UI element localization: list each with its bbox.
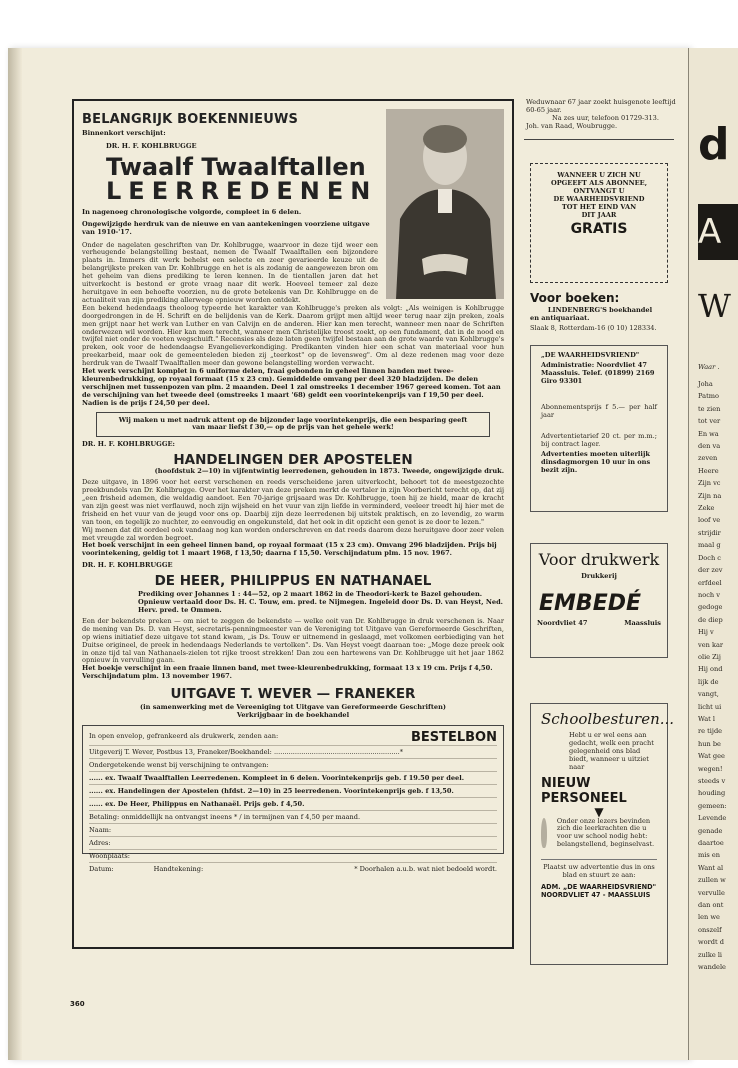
main-heading: BELANGRIJK BOEKENNIEUWS (82, 112, 299, 127)
book-advertisement (72, 99, 514, 949)
section-handelingen-title: HANDELINGEN DER APOSTELEN (173, 452, 413, 469)
drukwerk-address-row (537, 620, 661, 628)
drukwerk-sub: Drukkerij (581, 572, 617, 580)
arrow-down-icon: ▼ (594, 804, 604, 819)
next-page-line: daartoe (698, 839, 724, 848)
next-page-line: Hij ond (698, 665, 723, 674)
next-page-line: Zijn na (698, 491, 722, 500)
waarheidsvriend-deadline: Advertenties moeten uiterlijk dinsdagmorgen 10 uur in ons bezit zijn. (541, 450, 651, 475)
next-page-line: strijdir (698, 528, 721, 537)
personal-ad-line2: Na zes uur, telefoon 01729-313. (552, 113, 659, 122)
next-page-line: wordt d (698, 938, 724, 947)
books-address: Slaak 8, Rotterdam-16 (0 10) 128334. (530, 324, 657, 332)
next-page-line: vangt, (698, 690, 719, 699)
next-page-line: gemeen: (698, 801, 727, 810)
hand-icon (541, 818, 547, 848)
next-page-line: Wat gee (698, 752, 725, 761)
order-footnote: * Doorhalen a.u.b. wat niet bedoeld wordt. (354, 864, 497, 873)
publisher-title: UITGAVE T. WEVER — FRANEKER (170, 686, 416, 703)
next-page-line: dan ont (698, 901, 724, 910)
next-page-line: wandele (698, 963, 726, 972)
next-page-line: loof ve (698, 516, 721, 525)
next-page-line: Wat l (698, 714, 715, 723)
subscription-gratis: GRATIS (570, 221, 628, 238)
order-bottom-row (89, 863, 497, 875)
next-page-line: Zeke (698, 504, 715, 513)
order-name-field[interactable]: Naam: (89, 824, 497, 837)
publisher-subtitle-2: Verkrijgbaar in de boekhandel (236, 711, 350, 720)
next-page-line: wegen! (698, 764, 723, 773)
next-page-line: erfdeel (698, 578, 722, 587)
books-antiquarian: en antiquariaat. (530, 314, 590, 322)
next-page-line: lijk de (698, 677, 719, 686)
next-page-line: mis en (698, 851, 720, 860)
order-date-field[interactable]: Datum: (89, 864, 114, 873)
next-page-line: den va (698, 442, 721, 451)
handelingen-paragraph-2: Wij menen dat dit oordeel ook vandaag nog kan worden onderschreven en dat reeds daarom deze heruitgave door zeer velen met vreugde zal worden begroet. (82, 525, 504, 542)
next-page-line: re tijde (698, 727, 723, 736)
next-page-line: der zev (698, 566, 723, 575)
waarheidsvriend-price: Abonnementsprijs f 5.— per half jaar (541, 402, 657, 419)
next-page-big-w: W (698, 287, 731, 325)
next-page-line: steeds v (698, 777, 726, 785)
author-label-2: DR. H. F. KOHLBRUGGE: (82, 440, 175, 449)
books-shop: LINDENBERG'S boekhandel (547, 306, 653, 314)
section-philippus-title: DE HEER, PHILIPPUS EN NATHANAEL (154, 573, 432, 590)
subscription-line: DIT JAAR (581, 210, 617, 219)
book-title-line1: Twaalf Twaalftallen (106, 152, 366, 181)
waarheidsvriend-admin: Administratie: Noordvliet 47 Maassluis. Telef. (01899) 2169 Giro 93301 (541, 360, 655, 385)
next-page-line: licht ui (698, 702, 722, 711)
schoolbesturen-text: Hebt u er wel eens aan gedacht, welk een pracht gelegenheid ons blad biedt, wanneer u uitziet naar (569, 731, 654, 771)
portrait-kohlbrugge (386, 109, 504, 299)
order-city-field[interactable]: Woonplaats: (89, 850, 497, 863)
subscription-line: WANNEER U ZICH NU (557, 171, 641, 179)
soon-label: Binnenkort verschijnt: (82, 129, 166, 137)
subscription-line: OPGEEFT ALS ABONNEE, (550, 178, 648, 187)
drukwerk-address: Noordvliet 47 (537, 618, 588, 627)
next-page-line: te zien (698, 404, 721, 413)
binding-shadow (8, 48, 22, 1060)
next-page-line: Heere (698, 466, 719, 475)
order-payment-line[interactable]: Betaling: onmiddellijk na ontvangst ineens * / in termijnen van f 4,50 per maand. (89, 811, 497, 824)
subscription-line: TOT HET EIND VAN (561, 202, 637, 211)
next-page-line: houding (698, 789, 726, 798)
drukwerk-box (530, 543, 668, 658)
subscription-line: ONTVANGT U (573, 186, 625, 195)
next-page-line: Joha (698, 380, 713, 388)
next-page-black-block: A (698, 204, 738, 260)
next-page-line: maal g (698, 541, 721, 550)
author-label-3: DR. H. F. KOHLBRUGGE (82, 561, 173, 570)
next-page-line: noch v (698, 590, 720, 599)
next-page-line: Zijn vc (698, 479, 721, 488)
philippus-paragraph-2: Het boekje verschijnt in een fraaie linnen band, met twee-kleurenbedrukking, formaat 13 x 19 cm. Prijs f 4,50. Verschijndatum plm. 13 november 1967. (82, 664, 493, 681)
personal-ad (524, 99, 682, 131)
subscription-box (530, 163, 668, 283)
philippus-paragraph-1: Een der bekendste preken — om niet te zeggen de bekendste — welke ooit van Dr. Kohlbrugge in druk verschenen is. Naar de mening van Ds. D. van Heyst, secretaris-penningmeester van de Vereniging tot Uitgave van Gereformeerde Geschriften, op wiens initiatief deze uitgave tot stand kwam, „is Ds. Touw er uitnemend in geslaagd, met volkomen eerbiediging van het Duitse origineel, de preek in hedendaags Nederlands te vertolken". Ds. Van Heyst voegt daaraan toe: „Moge deze preek ook in onze tijd tal van Nathanaels-zielen tot rijke troost strekken! Dan zou een hartewens van Dr. Kohlbrugge uit het jaar 1862 opnieuw in vervulling gaan. (82, 616, 504, 665)
portrait-illustration (386, 109, 504, 299)
next-page-line: Hij v (698, 628, 714, 637)
next-page-line: Levende (698, 814, 727, 823)
schoolbesturen-box (530, 703, 675, 965)
drukwerk-title: Voor drukwerk (538, 550, 660, 569)
next-page-line: ven kar (698, 640, 724, 649)
next-page-waar: Waar . (698, 363, 720, 371)
waarheidsvriend-title: „DE WAARHEIDSVRIEND" (541, 351, 640, 359)
right-column (524, 99, 682, 969)
schoolbesturen-headline: NIEUW PERSONEEL (541, 775, 627, 806)
schoolbesturen-footer: Plaatst uw advertentie dus in ons blad en stuurt ze aan: (543, 863, 655, 880)
next-page-line: zeven (698, 454, 718, 463)
next-page-line: tot ver (698, 417, 721, 426)
edition-paragraph: Het werk verschijnt komplet in 6 uniforme delen, fraai gebonden in geheel linnen banden met twee-kleurenbedrukking, op royaal formaat (15 x 23 cm). Gemiddelde omvang per deel 320 bladzijden. De delen verschijnen met tussenpozen van plm. 2 maanden. Deel 1 zal omstreeks 1 december 1967 gereed komen. Tot aan de verschijning van het tweede deel (omstreeks 1 maart '68) geldt een voorintekenprijs van f 19,50 per deel. Nadien is de prijs f 24,50 per deel. (82, 367, 501, 407)
schoolbesturen-text2: Onder onze lezers bevinden zich die leerkrachten die u voor uw school nodig hebt: belangstellend, beginselvast. (556, 816, 655, 849)
next-page-line: Doch c (698, 553, 721, 562)
waarheidsvriend-ad-rate: Advertentietarief 20 ct. per m.m.; bij contract lager. (541, 432, 657, 449)
order-line-philippus[interactable]: ...... ex. De Heer, Philippus en Nathanaël. Prijs geb. f 4,50. (89, 798, 497, 811)
next-page-line: onszelf (698, 925, 722, 934)
reprint-line: Ongewijzigde herdruk van de nieuwe en van aantekeningen voorziene uitgave van 1910-'17. (82, 219, 370, 236)
order-signed-line: Ondergetekende wenst bij verschijning te ontvangen: (89, 759, 497, 772)
schoolbesturen-addr1: ADM. „DE WAARHEIDSVRIEND" (541, 882, 657, 891)
author-label: DR. H. F. KOHLBRUGGE (106, 141, 197, 150)
book-title-line2: LEERREDENEN (106, 176, 378, 205)
next-page-line: gedoge (698, 603, 723, 612)
next-page-line: len we (698, 913, 720, 922)
subscription-line: DE WAARHEIDSVRIEND (553, 194, 645, 203)
chronology-line: In nagenoeg chronologische volgorde, compleet in 6 delen. (82, 207, 302, 216)
section-handelingen-subtitle: (hoofdstuk 2—10) in vijfentwintig leerredenen, gehouden in 1873. Tweede, ongewijzigde druk. (154, 467, 504, 476)
next-page-big-letter: d (698, 119, 730, 170)
next-page-line: En wa (698, 429, 719, 438)
next-page-line: olie Zij (698, 652, 721, 661)
price-notice: Wij maken u met nadruk attent op de bijzonder lage voorintekenprijs, die een besparing geeft van maar liefst f 30,— op de prijs van het gehele werk! (96, 412, 490, 438)
next-page-line: hun be (698, 739, 721, 748)
personal-ad-line3: Joh. van Raad, Woubrugge. (526, 121, 618, 130)
next-page-line: zullen w (698, 876, 726, 885)
order-address-line[interactable]: Uitgeverij T. Wever, Postbus 13, Franeker/Boekhandel: ............................................................* (89, 746, 497, 759)
drukwerk-brand: EMBEDÉ (539, 590, 642, 616)
order-line-twaalftallen[interactable]: ...... ex. Twaalf Twaalftallen Leerredenen. Kompleet in 6 delen. Voorintekenprijs geb. f 19.50 per deel. (89, 772, 497, 785)
next-page-line: zulke li (698, 950, 723, 959)
order-address-field[interactable]: Adres: (89, 837, 497, 850)
review-paragraph: Een bekend hedendaags theoloog typeerde het karakter van Kohlbrugge's preken als volgt: „Als weinigen is Kohlbrugge doorgedrongen in de H. Schrift en de belijdenis van de Kerk. Daarom grijpt men altijd weer terug naar zijn preken, zoals men grijpt naar het werk van Luther en van Calvijn en de anderen. Hier kan men terecht, wanneer men naar de Schriften onderwezen wil worden. Hier kan men terecht, wanneer men Christelijke troost zoekt, op een fundament, dat in de nood en twijfel niet onder de voeten wegschuift." Recensies als deze laten geen twijfel bestaan aan de grote waarde van Kohlbrugge's preken, ook voor de hedendaagse Evangelieverkondiging. Predikanten vinden hier een schat van materiaal voor hun preekarbeid, maar ook de gemeenteleden bieden zij „teerkost" op de levensweg". Om al deze redenen mag voor deze herdruk van de Twaalf Twaalftallen meer dan gewone belangstelling worden verwacht. (82, 303, 504, 368)
next-page-line: de diep (698, 615, 723, 624)
next-page-line: Want al (698, 863, 724, 872)
next-page-line: genade (698, 826, 723, 835)
next-page-text (698, 378, 727, 974)
publisher-subtitle-1: (in samenwerking met de Vereeniging tot Uitgave van Gereformeerde Geschriften) (139, 703, 447, 712)
order-line-handelingen[interactable]: ...... ex. Handelingen der Apostelen (hfdst. 2—10) in 25 leerredenen. Voorintekenprijs geb. f 13,50. (89, 785, 497, 798)
drukwerk-city: Maassluis (624, 618, 661, 627)
personal-ad-line1: Weduwnaar 67 jaar zoekt huisgenote leeftijd 60-65 jaar. (526, 98, 676, 114)
order-form (82, 725, 504, 873)
schoolbesturen-title: Schoolbesturen... (541, 710, 675, 728)
subscription-lines (537, 172, 661, 219)
next-page-line: Patmo (698, 392, 719, 401)
books-title: Voor boeken: (530, 291, 620, 305)
intro-paragraph: Onder de nagelaten geschriften van Dr. Kohlbrugge, waarvoor in deze tijd weer een verheugende belangstelling bestaat, nemen de Twaalf Twaalftallen een bijzondere plaats in. Immers dit werk behelst een selecte en zeer gevarieerde keuze uit de belangrijkste preken van Dr. Kohlbrugge en het is als zodanig de aangewezen bron om het geheim van diens prediking te leren kennen. In de tientallen jaren dat het uitverkocht is bestond er grote vraag naar dit werk. Hoeveel temeer zal deze heruitgave in een behoefte voorzien, nu de grote betekenis van Dr. Kohlbrugge en de actualiteit van zijn prediking allerwege opnieuw worden ontdekt. (82, 240, 378, 304)
waarheidsvriend-box (530, 345, 668, 512)
schoolbesturen-body (541, 818, 657, 850)
order-signature-field[interactable]: Handtekening: (153, 864, 204, 873)
next-page-line: vervulle (698, 888, 725, 897)
schoolbesturen-addr2: NOORDVLIET 47 - MAASSLUIS (541, 890, 651, 899)
page-number: 360 (70, 1000, 85, 1008)
section-philippus-subtitle: Prediking over Johannes 1 : 44—52, op 2 maart 1862 in de Theodori-kerk te Bazel gehouden. Opnieuw vertaald door Ds. H. C. Touw, em. pred. te Nijmegen. Ingeleid door Ds. D. van Heyst, Ned. Herv. pred. te Ommen. (138, 590, 503, 614)
order-intro: In open envelop, gefrankeerd als drukwerk, zenden aan: (89, 732, 279, 741)
order-badge: BESTELBON (410, 729, 497, 745)
handelingen-paragraph-3: Het boek verschijnt in een geheel linnen band, op royaal formaat (15 x 23 cm). Omvang 296 bladzijden. Prijs bij voorintekening, geldig tot 1 maart 1968, f 13,50; daarna f 15,50. Verschijndatum plm. 15 nov. 1967. (82, 541, 497, 558)
handelingen-paragraph-1: Deze uitgave, in 1896 voor het eerst verschenen en reeds verscheidene jaren uitverkocht, behoort tot de meestgezochte preekbundels van Dr. Kohlbrugge. Over het karakter van deze preken merkt de vertaler in zijn Voorbericht terecht op, dat zij „een frisheid ademen, die weldadig aandoet. Een 70-jarige grijsaard was Dr. Kohlbrugge, toen hij ze hield, maar de kracht van zijn geest was niet verflauwd, noch zijn wijsheid en het vuur van zijn liefde in verminderd, veeleer treedt hij hier met de frisheid en het vuur van de jeugd voor ons op. Daarbij zijn deze leerredenen bij uitstek praktisch, en zo levendig, zo warm van toon, en tegelijk zo nuchter, zo eenvoudig en ongekunsteld, dat het ook in dit opzicht een genot is ze door te lezen." (82, 478, 504, 526)
